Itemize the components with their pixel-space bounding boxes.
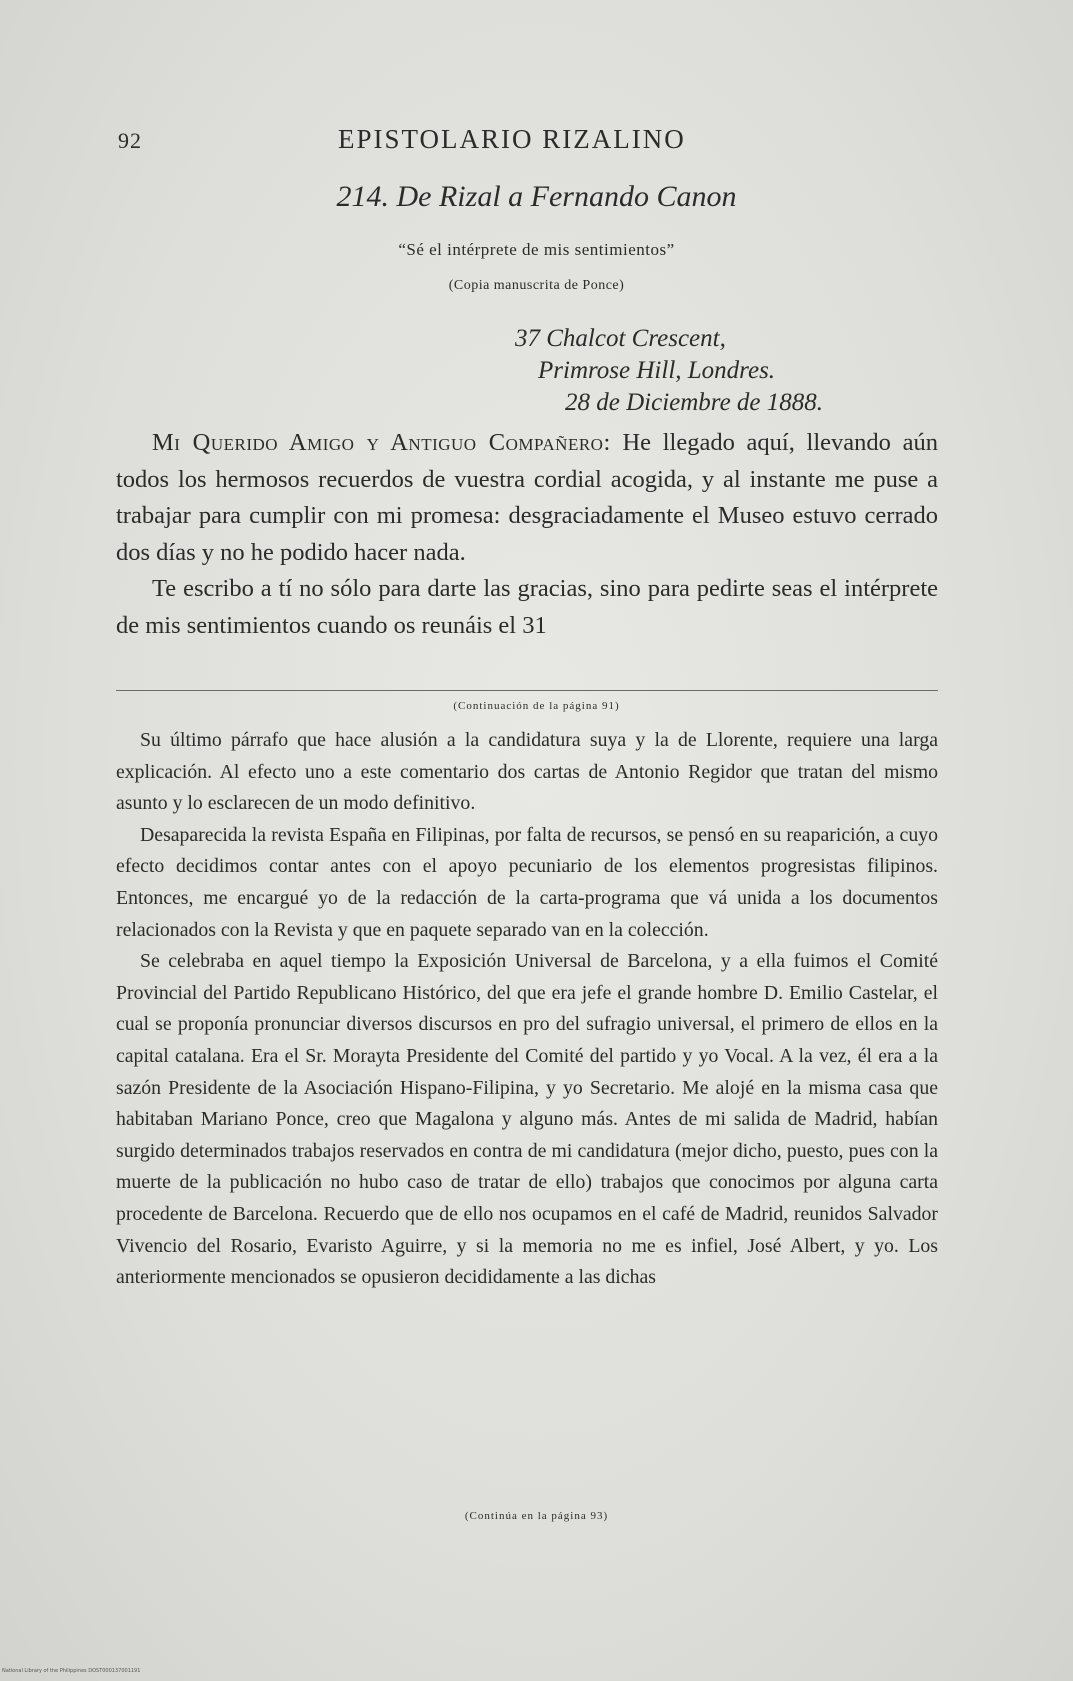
letter-number: 214. (336, 180, 389, 213)
footnote-body (116, 725, 938, 1294)
page-number: 92 (118, 128, 142, 153)
scan-label: National Library of the Philippines DOST000137001191 (2, 1668, 141, 1674)
paragraph-text: He llegado aquí, llevando aún todos los hermosos recuerdos de vuestra cordial acogida, y al instante me puse a trabajar para cumplir con mi promesa: desgraciadamente el Museo estuvo cerrado dos días y no he podido hacer nada. (116, 429, 938, 566)
letter-paragraph (116, 425, 938, 571)
continuation-note: (Continuación de la página 91) (453, 700, 620, 712)
footnote-paragraph: Desaparecida la revista España en Filipinas, por falta de recursos, se pensó en su reaparición, a cuyo efecto decidimos contar antes con el apoyo pecuniario de los elementos progresistas filipinos. Entonces, me encargué yo de la redacción de la carta-programa que vá unida a los documentos relacionados con la Revista y que en paquete separado van en la colección. (116, 823, 938, 941)
footnote-paragraph: Su último párrafo que hace alusión a la candidatura suya y la de Llorente, requiere una larga explicación. Al efecto uno a este comentario dos cartas de Antonio Regidor que tratan del mismo asunto y lo esclarecen de un modo definitivo. (116, 729, 938, 815)
footnote-paragraph: Se celebraba en aquel tiempo la Exposición Universal de Barcelona, y a ella fuimos el Comité Provincial del Partido Republicano Histórico, del que era jefe el grande hombre D. Emilio Castelar, el cual se proponía pronunciar diversos discursos en pro del sufragio universal, el primero de ellos en la capital catalana. Era el Sr. Morayta Presidente del Comité del partido y yo Vocal. A la vez, él era a la sazón Presidente de la Asociación Hispano-Filipina, y yo Secretario. Me alojé en la misma casa que habitaban Mariano Ponce, creo que Magalona y alguno más. Antes de mi salida de Madrid, habían surgido determinados trabajos reservados en contra de mi candidatura (mejor dicho, puesto, pues con la muerte de la publicación no hubo caso de tratar de ello) trabajos que conocimos por alguna carta procedente de Barcelona. Recuerdo que de ello nos ocupamos en el café de Madrid, reunidos Salvador Vivencio del Rosario, Evaristo Aguirre, y si la memoria no me es infiel, José Albert, y yo. Los anteriormente mencionados se opusieron decididamente a las dichas (116, 950, 938, 1289)
letter-source: (Copia manuscrita de Ponce) (448, 278, 625, 293)
letter-title: De Rizal a Fernando Canon (396, 180, 737, 213)
address-line: Primrose Hill, Londres. (538, 357, 776, 384)
page-header (118, 124, 938, 168)
letter-subtitle: “Sé el intérprete de mis sentimientos” (398, 240, 675, 259)
running-title: EPISTOLARIO RIZALINO (338, 124, 686, 154)
date-line: 28 de Diciembre de 1888. (565, 389, 824, 416)
footnote-divider (116, 690, 938, 691)
salutation: Mi Querido Amigo y Antiguo Compañero: (152, 429, 611, 456)
letter-heading (0, 180, 1073, 214)
letter-paragraph: Te escribo a tí no sólo para darte las gracias, sino para pedirte seas el intérprete de mis sentimientos cuando os reunáis el 31 (116, 575, 938, 639)
address-line: 37 Chalcot Crescent, (515, 325, 726, 352)
continuation-note: (Continúa en la página 93) (464, 1510, 609, 1522)
letter-body (116, 425, 938, 644)
